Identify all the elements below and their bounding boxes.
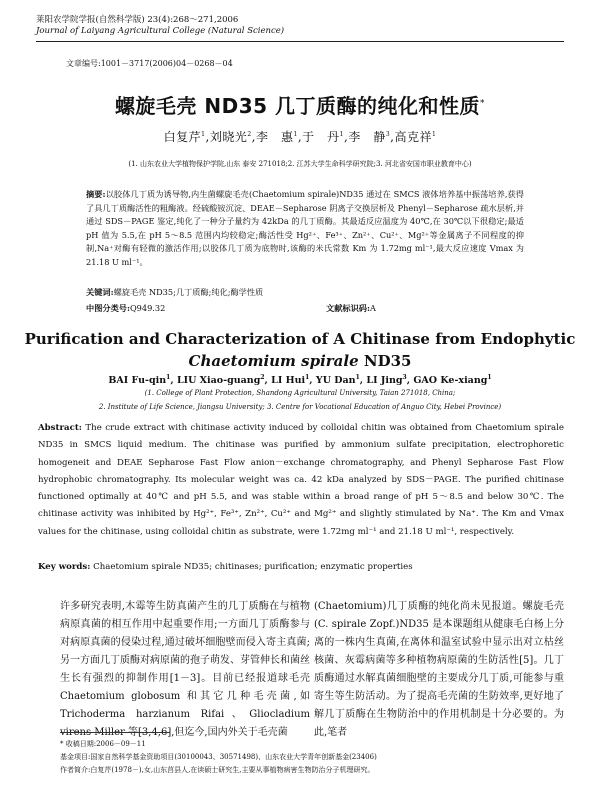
author-cn: 刘晓光$^2$ — [209, 130, 252, 144]
body-column-right: (Chaetomium)几丁质酶的纯化尚未见报道。螺旋毛壳(C. spirale Zopf.)ND35 是本课题组从健康毛白杨上分离的一株内生真菌,在离体和温室试验中显示出对立枯丝核菌、灰霉病菌等多种植物病原菌的生防活性[5]。几丁质酶通过水解真菌细胞壁的主要成分几丁质,可能参与重寄生等生防活动。为了提高毛壳菌的生防效率,更好地了解几丁质酶在生物防治中的作用机制是十分必要的。为此,笔者 — [314, 601, 564, 738]
affiliation-en-1: (1. College of Plant Protection, Shandong Agricultural University, Taian 271018, China; — [144, 389, 456, 397]
keywords-cn-text: 螺旋毛壳 ND35;几丁质酶;纯化;酶学性质 — [113, 287, 264, 297]
title-en — [0, 328, 600, 372]
affiliations-cn: (1. 山东农业大学植物保护学院,山东 泰安 271018;2. 江苏大学生命科学研究院;3. 河北省安国市职业教育中心) — [128, 160, 472, 168]
footnote-received: * 收稿日期:2006－09－11 — [60, 740, 146, 748]
abstract-en-label: Abstract: — [38, 423, 82, 433]
abstract-cn — [86, 188, 524, 269]
doc-code: 文献标识码:A — [326, 303, 376, 313]
footnote-rule — [60, 732, 170, 733]
authors-cn: 白复芹$^1$,刘晓光$^2$,李 惠$^1$,于 丹$^1$,李 静$^3$,高克祥$^1$ — [163, 130, 437, 144]
abstract-en — [38, 420, 564, 541]
keywords-cn — [86, 287, 524, 298]
title-cn-text: 螺旋毛壳 ND35 几丁质酶的纯化和性质 — [114, 94, 481, 118]
classification — [86, 303, 524, 314]
keywords-en-text: Chaetomium spirale ND35; chitinases; purification; enzymatic properties — [93, 562, 413, 572]
article-number: 文章编号:1001－3717(2006)04－0268－04 — [66, 59, 233, 68]
header-rule — [36, 41, 564, 42]
journal-header-en: Journal of Laiyang Agricultural College (Natural Science) — [36, 26, 285, 36]
abstract-cn-text: 以胶体几丁质为诱导物,内生菌螺旋毛壳(Chaetomium spirale)ND35 通过在 SMCS 液体培养基中振荡培养,获得了具几丁质酶活性的粗酶液。经硫酸铵沉淀、DEAE－Sepharose 阴离子交换层析及 Phenyl－Sepharose 疏水层析,并通过 SDS－PAGE 鉴定,纯化了一种分子量约为 42kDa 的几丁质酶。其最适反应温度为 40℃,在 30℃以下很稳定;最适 pH 值为 5.5,在 pH 5～8.5 范围内均较稳定;酶活性受 Hg²⁺、Fe³⁺、Zn²⁺、Cu²⁺、Mg²⁺等金属离子不同程度的抑制,Na⁺对酶有轻微的激活作用;以胶体几丁质为底物时,该酶的米氏常数 Km 为 1.72mg ml⁻¹,最大反应速度 Vmax 为 21.18 U ml⁻¹。 — [86, 189, 524, 267]
keywords-cn-label: 关键词: — [86, 287, 114, 297]
keywords-en — [38, 562, 564, 572]
author-en: YU Dan$^1$ — [315, 374, 360, 387]
author-cn: 于 丹$^1$ — [302, 130, 344, 144]
title-en-line2: Chaetomium spirale ND35 — [188, 352, 412, 370]
author-cn: 李 惠$^1$ — [255, 130, 298, 144]
authors-en: BAI Fu-qin$^1$, LIU Xiao-guang$^2$, LI Hui$^1$, YU Dan$^1$, LI Jing$^3$, GAO Ke-xiang$^1$ — [108, 374, 492, 387]
abstract-cn-label: 摘要: — [86, 189, 106, 199]
title-footnote-mark: * — [480, 98, 486, 109]
abstract-en-text: The crude extract with chitinase activity induced by colloidal chitin was obtained from Chaetomium spirale ND35 in SMCS liquid medium. The chitinase was purified by ammonium sulfate precipitation, electrophoretic homogeneit and DEAE Sepharose Fast Flow anion－exchange chromatography, and Phenyl Sepharose Fast Flow hydrophobic chromatography. Its molecular weight was ca. 42 kDa analyzed by SDS－PAGE. The purified chitinase functioned optimally at 40℃ and pH 5.5, and was stable within a broad range of pH 5～8.5 and below 30℃. The chitinase activity was inhibited by Hg²⁺, Fe³⁺, Zn²⁺, Cu²⁺ and Mg²⁺ and slightly stimulated by Na⁺. The Km and Vmax values for the chitinase, using colloidal chitin as substrate, were 1.72mg ml⁻¹ and 21.18 U ml⁻¹, respectively. — [38, 423, 565, 537]
journal-header — [36, 15, 284, 37]
author-cn: 白复芹$^1$ — [163, 130, 206, 144]
author-en: LI Jing$^3$ — [366, 374, 407, 387]
author-cn: 李 静$^3$ — [348, 130, 391, 144]
title-en-line1: Purification and Characterization of A Chitinase from Endophytic — [24, 330, 576, 348]
footnote-author: 作者简介:白复芹(1978－),女,山东莒县人,在读硕士研究生,主要从事植物病害生物防治分子机理研究。 — [60, 766, 375, 774]
keywords-en-label: Key words: — [38, 562, 91, 572]
author-cn: 高克祥$^1$ — [394, 130, 437, 144]
author-en: BAI Fu-qin$^1$ — [108, 374, 171, 387]
clc-label: 中图分类号: — [86, 303, 130, 313]
author-en: GAO Ke-xiang$^1$ — [413, 374, 492, 387]
affiliation-en-2: 2. Institute of Life Science, Jiangsu University; 3. Centre for Vocational Education of Anguo City, Hebei Province) — [98, 403, 502, 411]
footnote-funding: 基金项目:国家自然科学基金资助项目(30100043、30571498)、山东农业大学青年创新基金(23406) — [60, 753, 377, 761]
body-column-left: 许多研究表明,木霉等生防真菌产生的几丁质酶在与植物病原真菌的相互作用中起重要作用;一方面几丁质酶参与对病原真菌的侵染过程,通过破坏细胞壁而侵入寄主真菌;另一方面几丁质酶对病原菌的孢子萌发、芽管伸长和菌丝生长有强烈的抑制作用[1－3]。目前已经报道球毛壳 Chaetomium globosum 和其它几种毛壳菌,如 Trichoderma harzianum Rifai、Gliocladium virens Miller 等[3,4,6],但迄今,国内外关于毛壳菌 — [60, 601, 310, 738]
journal-header-cn: 莱阳农学院学报(自然科学版) 23(4):268～271,2006 — [36, 15, 239, 25]
author-en: LIU Xiao-guang$^2$ — [176, 374, 265, 387]
clc-value: Q949.32 — [129, 303, 166, 313]
author-en: LI Hui$^1$ — [271, 374, 310, 387]
title-cn — [0, 90, 600, 119]
